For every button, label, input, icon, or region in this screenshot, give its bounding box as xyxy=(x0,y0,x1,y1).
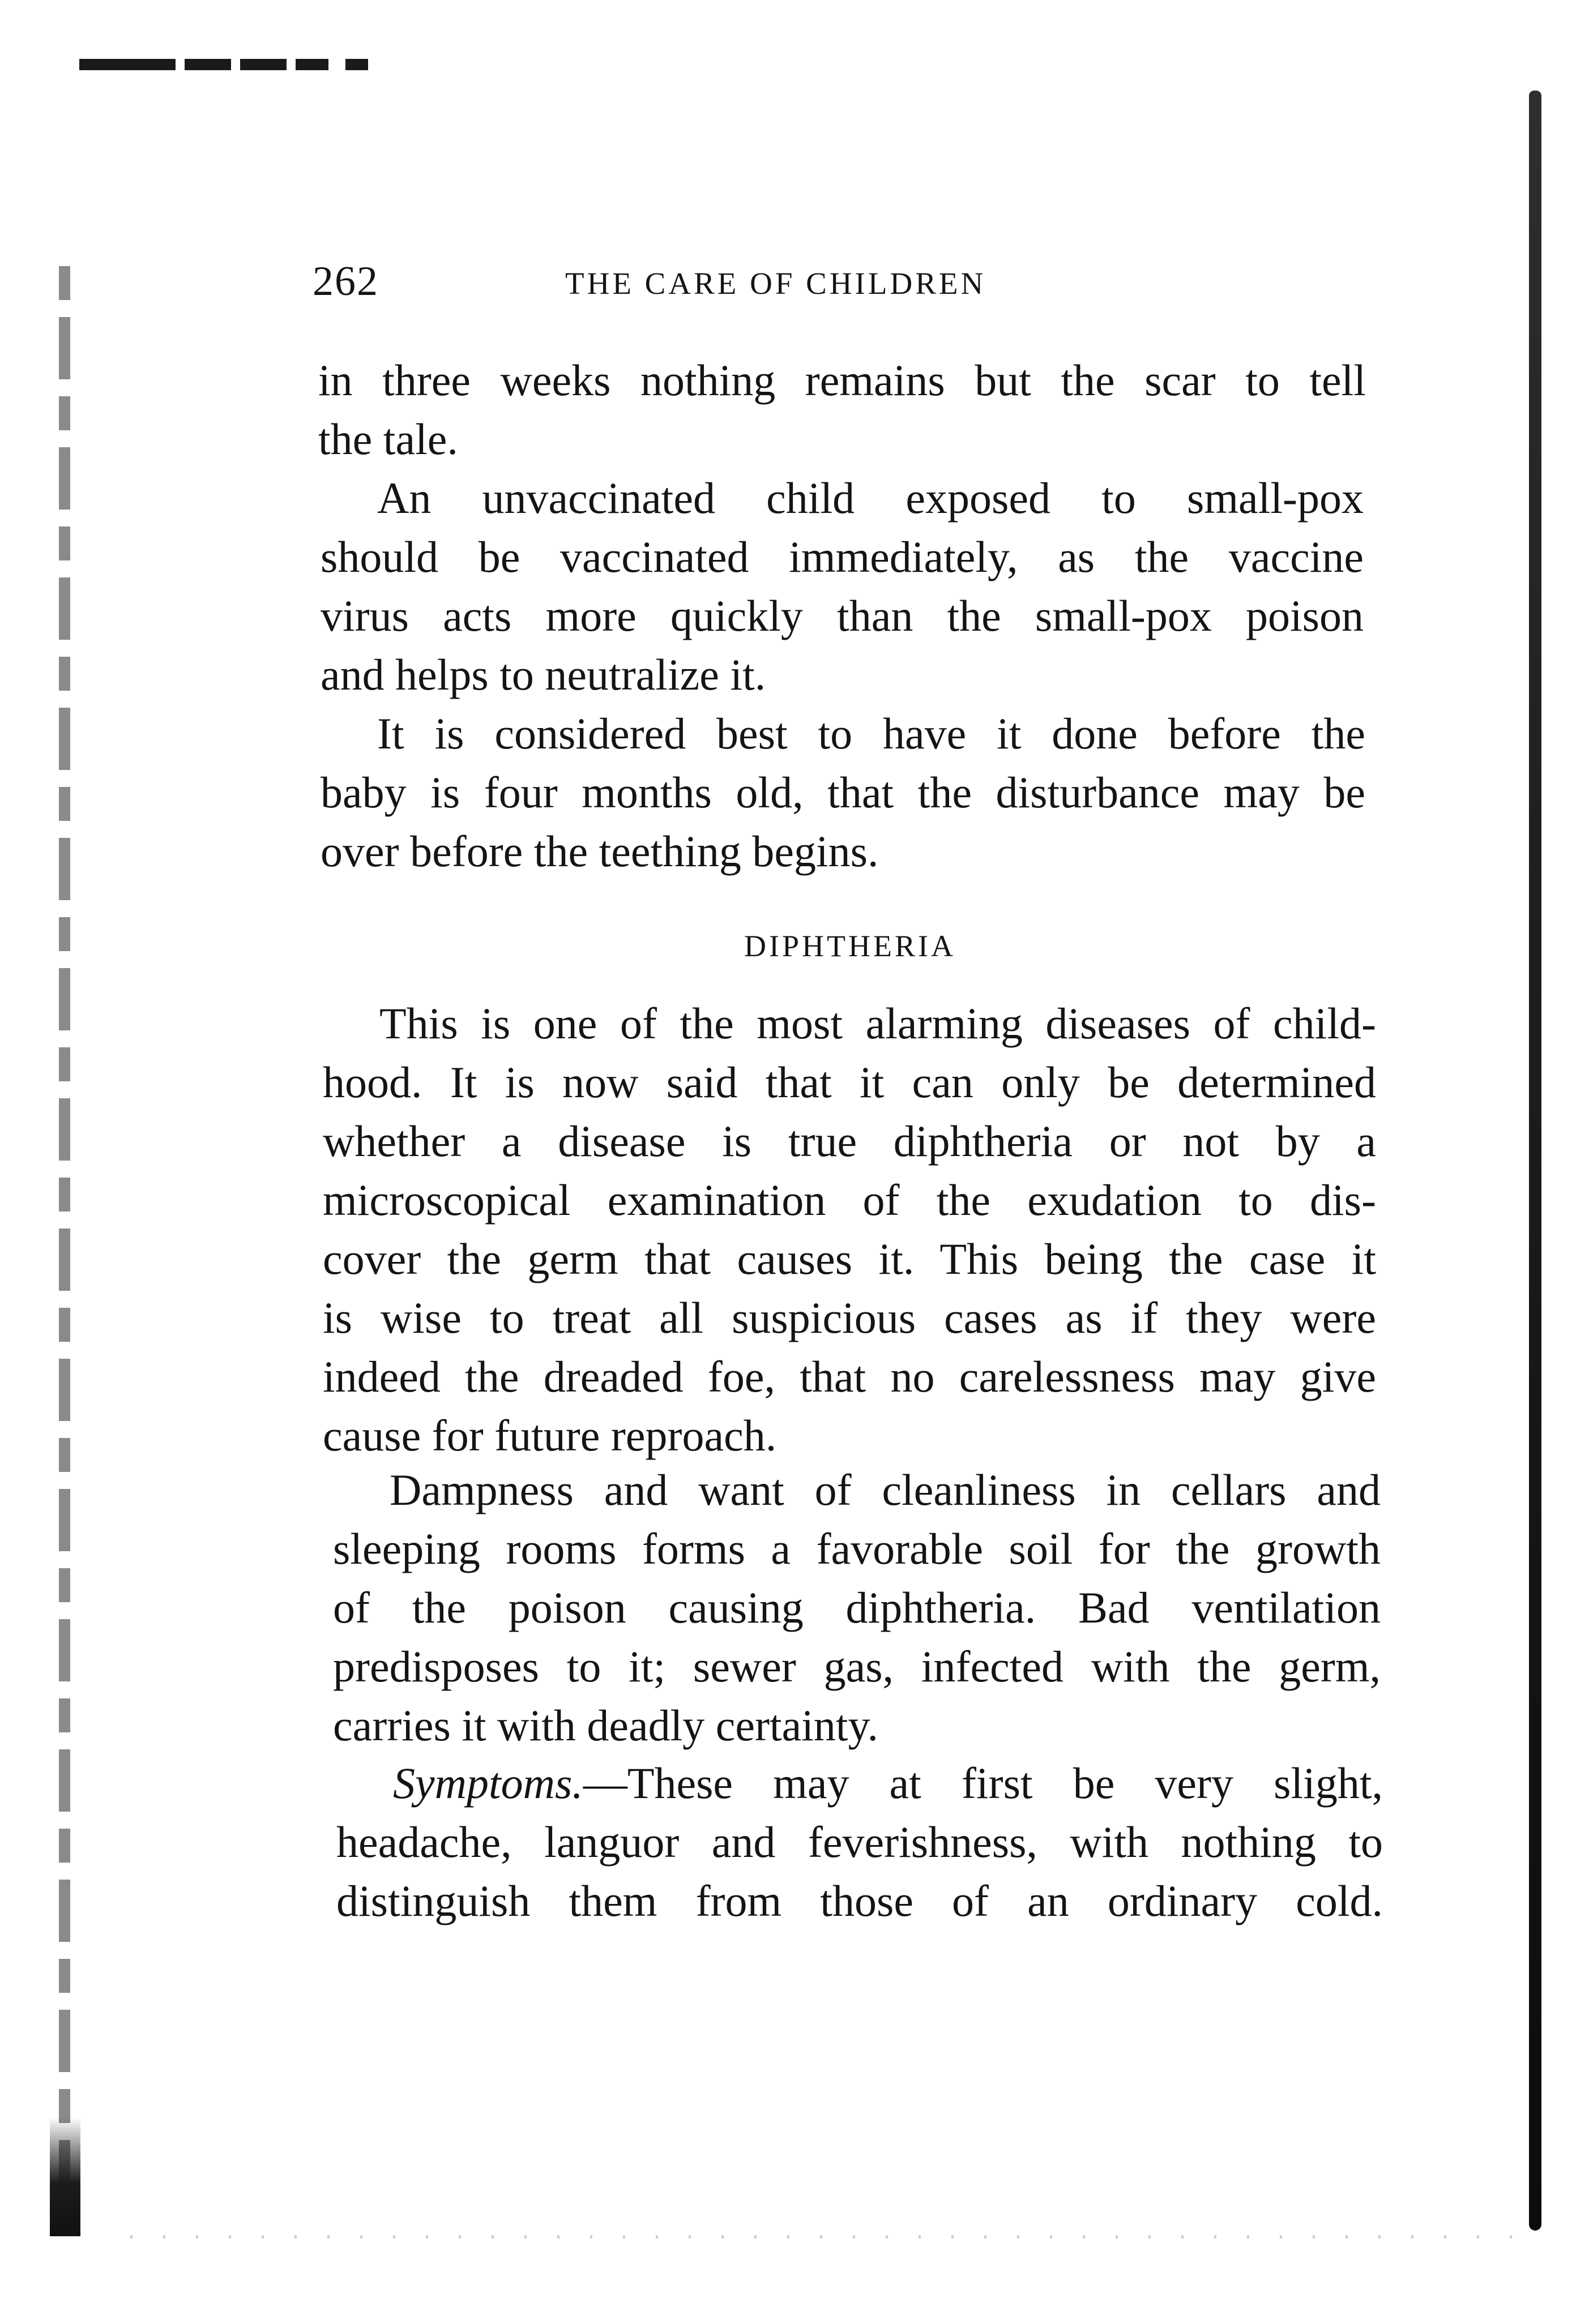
paragraph xyxy=(336,1754,1383,1931)
text-line: virus acts more quickly than the small-pox poison xyxy=(321,591,1364,640)
text-line: headache, languor and feverishness, with nothing to xyxy=(336,1817,1383,1867)
text-line: indeed the dreaded foe, that no carelessness may give xyxy=(323,1352,1376,1401)
text-line: sleeping rooms forms a favorable soil for the growth xyxy=(333,1524,1381,1573)
text-line: hood. It is now said that it can only be determined xyxy=(323,1058,1376,1107)
scan-artifact-left-corner xyxy=(50,2117,80,2236)
text-line xyxy=(336,1754,1383,1813)
text-line: predisposes to it; sewer gas, infected with the germ, xyxy=(333,1642,1381,1691)
running-head xyxy=(313,258,1389,309)
text-line: Dampness and want of cleanliness in cellars and xyxy=(390,1465,1381,1514)
paragraph xyxy=(323,994,1376,1465)
text-line: microscopical examination of the exudation to dis- xyxy=(323,1175,1376,1225)
text-line: should be vaccinated immediately, as the vaccine xyxy=(321,532,1364,581)
text-line: carries it with deadly certainty. xyxy=(333,1701,879,1750)
text-line: An unvaccinated child exposed to small-pox xyxy=(377,473,1364,523)
scan-artifact-bottom-edge xyxy=(130,2235,1512,2239)
text-line: and helps to neutralize it. xyxy=(321,650,766,699)
text-line: is wise to treat all suspicious cases as if they were xyxy=(323,1293,1376,1342)
page-number: 262 xyxy=(313,258,379,305)
paragraph xyxy=(321,704,1365,881)
running-title: THE CARE OF CHILDREN xyxy=(565,266,986,301)
text-line: in three weeks nothing remains but the scar to tell xyxy=(318,356,1366,405)
text-line: over before the teething begins. xyxy=(321,827,879,876)
paragraph xyxy=(318,351,1366,469)
text-line: cover the germ that causes it. This being the case it xyxy=(323,1234,1376,1283)
text-line: baby is four months old, that the disturbance may be xyxy=(321,768,1365,817)
scan-artifact-right-edge xyxy=(1529,91,1541,2231)
text-line: distinguish them from those of an ordinary cold. xyxy=(336,1876,1383,1925)
text-line: whether a disease is true diphtheria or not by a xyxy=(323,1116,1376,1166)
text-line: It is considered best to have it done before the xyxy=(377,709,1365,758)
paragraph xyxy=(321,469,1364,704)
text-run: —These may at first be very slight, xyxy=(583,1758,1383,1808)
symptoms-lead-in: Symptoms. xyxy=(393,1758,583,1808)
text-line: This is one of the most alarming diseases of child- xyxy=(379,999,1376,1048)
scan-artifact-top-bar xyxy=(79,59,368,70)
scan-artifact-left-edge xyxy=(59,266,70,2236)
section-heading: DIPHTHERIA xyxy=(744,929,956,963)
paragraph xyxy=(333,1461,1381,1755)
text-line: the tale. xyxy=(318,414,458,464)
text-line: cause for future reproach. xyxy=(323,1411,777,1460)
text-line: of the poison causing diphtheria. Bad ventilation xyxy=(333,1583,1381,1632)
